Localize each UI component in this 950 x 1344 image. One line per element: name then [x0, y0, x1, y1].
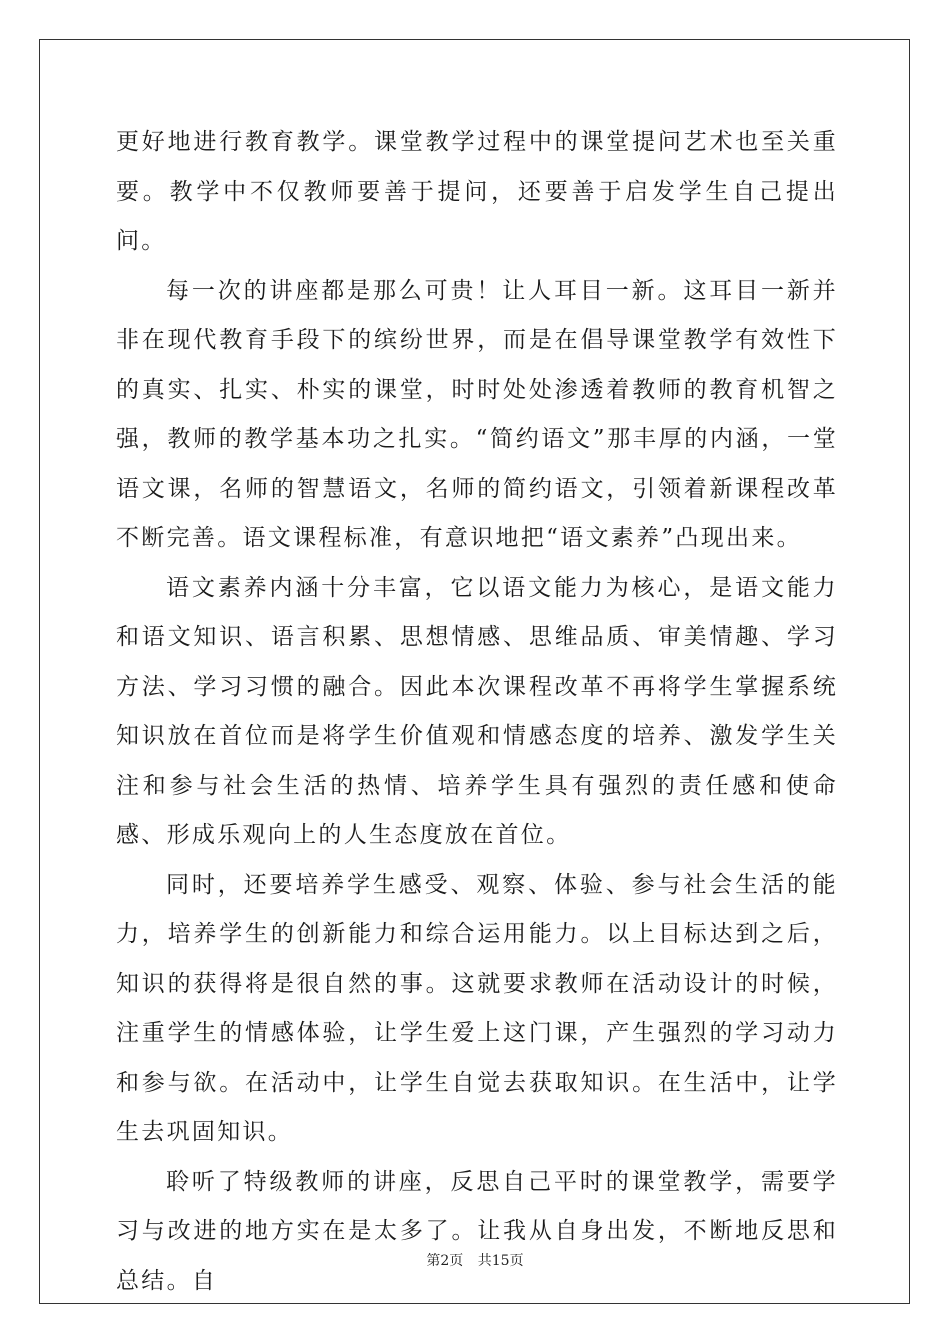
- page-total: 共15页: [477, 1253, 524, 1269]
- page-number: 第2页: [426, 1253, 464, 1269]
- paragraph-continuation: 更好地进行教育教学。课堂教学过程中的课堂提问艺术也至关重要。教学中不仅教师要善于提问，还要善于启发学生自己提出问。: [116, 129, 838, 254]
- paragraph-reflection: 聆听了特级教师的讲座，反思自己平时的课堂教学，需要学习与改进的地方实在是太多了。让我从自身出发，不断地反思和总结。自: [116, 1168, 838, 1294]
- page-footer: [0, 1250, 950, 1270]
- paragraph-lecture-impression: 每一次的讲座都是那么可贵！让人耳目一新。这耳目一新并非在现代教育手段下的缤纷世界，而是在倡导课堂教学有效性下的真实、扎实、朴实的课堂，时时处处渗透着教师的教育机智之强，教师的教学基本功之扎实。“简约语文”那丰厚的内涵，一堂语文课，名师的智慧语文，名师的简约语文，引领着新课程改革不断完善。语文课程标准，有意识地把“语文素养”凸现出来。: [116, 277, 838, 551]
- document-body: [116, 118, 838, 1306]
- paragraph-chinese-literacy: 语文素养内涵十分丰富，它以语文能力为核心，是语文能力和语文知识、语言积累、思想情感、思维品质、审美情趣、学习方法、学习习惯的融合。因此本次课程改革不再将学生掌握系统知识放在首位而是将学生价值观和情感态度的培养、激发学生关注和参与社会生活的热情、培养学生具有强烈的责任感和使命感、形成乐观向上的人生态度放在首位。: [116, 574, 838, 848]
- paragraph-student-abilities: 同时，还要培养学生感受、观察、体验、参与社会生活的能力，培养学生的创新能力和综合运用能力。以上目标达到之后，知识的获得将是很自然的事。这就要求教师在活动设计的时候，注重学生的情感体验，让学生爱上这门课，产生强烈的学习动力和参与欲。在活动中，让学生自觉去获取知识。在生活中，让学生去巩固知识。: [116, 871, 838, 1145]
